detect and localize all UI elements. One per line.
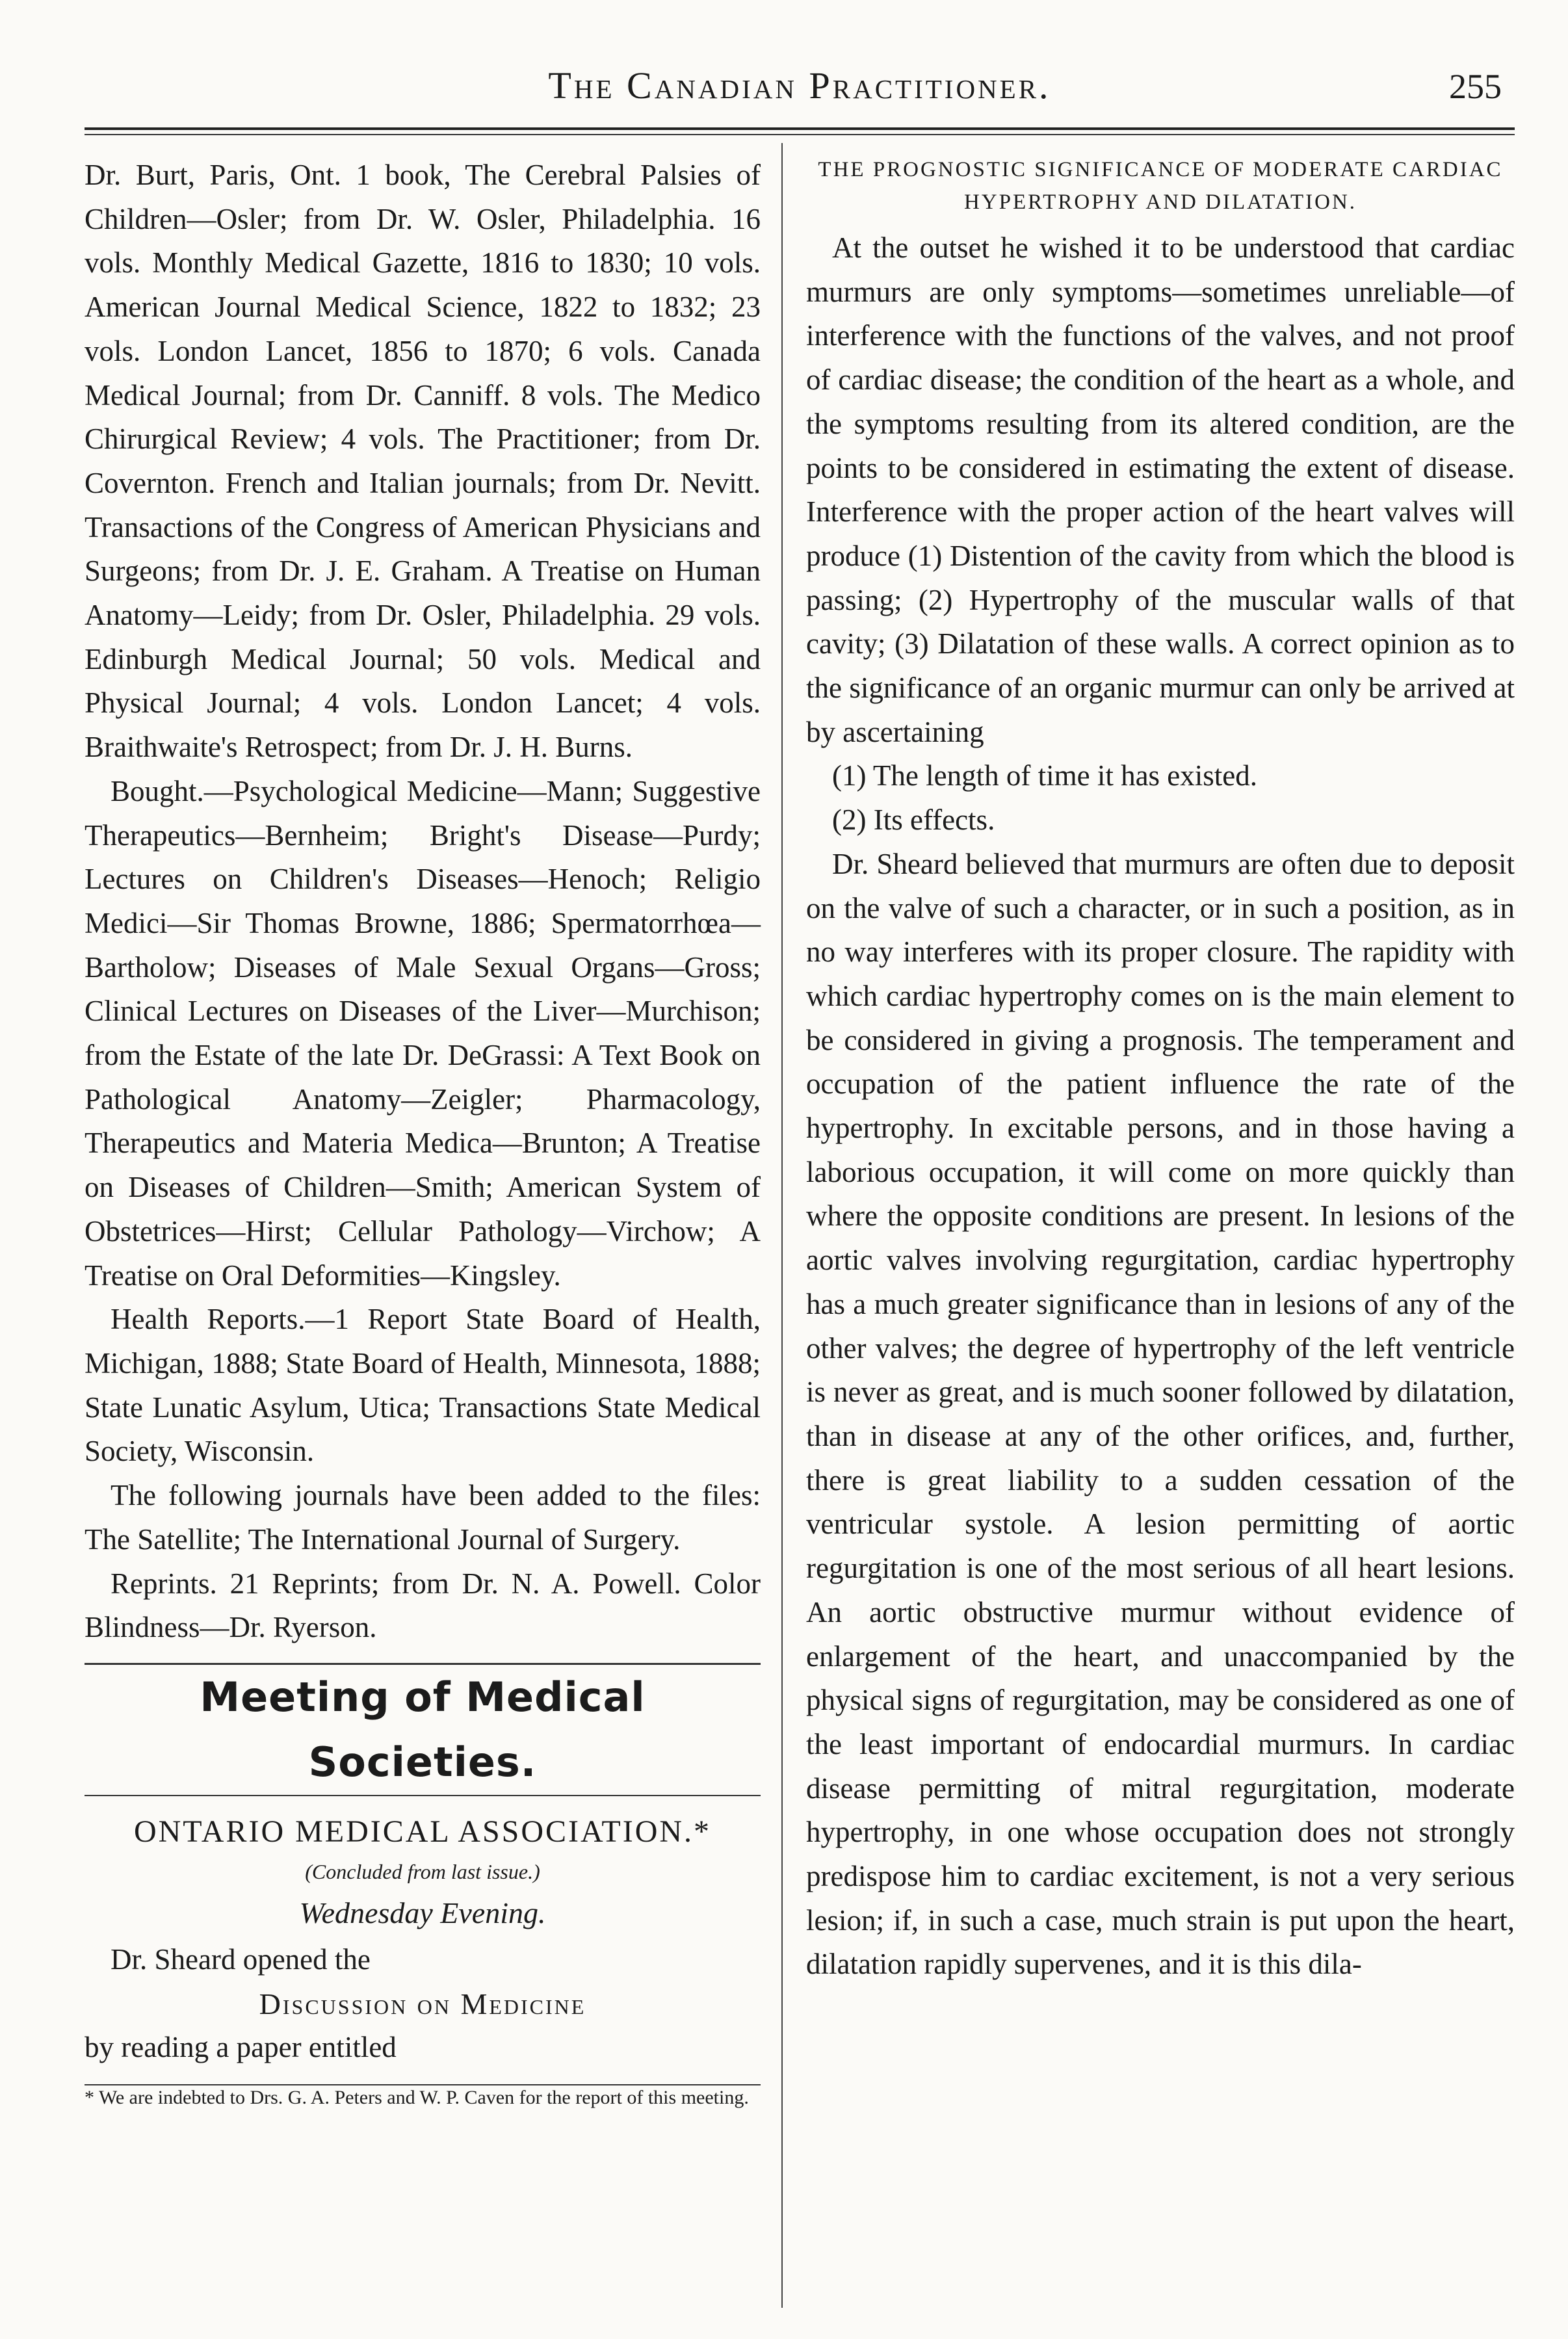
right-column <box>806 153 1515 1987</box>
reading-line: by reading a paper entitled <box>85 2031 397 2064</box>
reprints-paragraph: Reprints. 21 Reprints; from Dr. N. A. Powell. Color Blindness—Dr. Ryerson. <box>85 1567 761 1644</box>
left-column <box>85 153 761 2110</box>
section-title: Meeting of Medical Societies. <box>85 1663 761 1796</box>
column-divider <box>781 143 783 2308</box>
list-item: (2) Its effects. <box>832 804 995 837</box>
concluded-note: (Concluded from last issue.) <box>305 1859 540 1883</box>
list-item: (1) The length of time it has existed. <box>832 759 1258 792</box>
donations-paragraph: Dr. Burt, Paris, Ont. 1 book, The Cerebral Palsies of Children—Osler; from Dr. W. Osler, Philadelphia. 16 vols. Monthly Medical Gazette, 1816 to 1830; 10 vols. American Journal Medical Science, 1822 to 1832; 23 vols. London Lancet, 1856 to 1870; 6 vols. Canada Medical Journal; from Dr. Canniff. 8 vols. The Medico Chirurgical Review; 4 vols. The Practitioner; from Dr. Covernton. French and Italian journals; from Dr. Nevitt. Transactions of the Congress of American Physicians and Surgeons; from Dr. J. E. Graham. A Treatise on Human Anatomy—Leidy; from Dr. Osler, Philadelphia. 29 vols. Edinburgh Medical Journal; 50 vols. Medical and Physical Journal; 4 vols. London Lancet; 4 vols. Braithwaite's Retrospect; from Dr. J. H. Burns. <box>85 159 761 764</box>
opening-line: Dr. Sheard opened the <box>111 1942 371 1976</box>
health-reports-paragraph: Health Reports.—1 Report State Board of Health, Michigan, 1888; State Board of Health, Minnesota, 1888; State Lunatic Asylum, Utica; Transactions State Medical Society, Wisconsin. <box>85 1303 761 1468</box>
article-paragraph-1: At the outset he wished it to be understood that cardiac murmurs are only symptoms—sometimes unreliable—of interference with the functions of the valves, and not proof of cardiac disease; the condition of the heart as a whole, and the symptoms resulting from its altered condition, are the points to be considered in estimating the extent of disease. Interference with the proper action of the heart valves will produce (1) Distention of the cavity from which the blood is passing; (2) Hypertrophy of the muscular walls of that cavity; (3) Dilatation of these walls. A correct opinion as to the significance of an organic murmur can only be arrived at by ascertaining <box>806 231 1515 748</box>
article-paragraph-2: Dr. Sheard believed that murmurs are often due to deposit on the valve of such a character, or in such a position, as in no way interferes with its proper closure. The rapidity with which cardiac hypertrophy comes on is the main element to be considered in giving a prognosis. The temperament and occupation of the patient influence the rate of the hypertrophy. In excitable persons, and in those having a laborious occupation, it will come on more quickly than where the opposite conditions are present. In lesions of the aortic valves involving regurgitation, cardiac hypertrophy has a much greater significance than in lesions of any of the other valves; the degree of hypertrophy of the left ventricle is never as great, and is much sooner followed by dilatation, than in disease at any of the other orifices, and, further, there is great liability to a sudden cessation of the ventricular systole. A lesion permitting of aortic regurgitation is one of the most serious of all heart lesions. An aortic obstructive murmur without evidence of enlargement of the heart, and unaccompanied by the physical signs of regurgitation, may be considered as one of the least important of endocardial murmurs. In cardiac disease permitting of mitral regurgitation, moderate hypertrophy, in one whose occupation does not strongly predispose him to cardiac excitement, is not a very serious lesion; if, in such a case, much strain is put upon the heart, dilatation rapidly supervenes, and it is this dila- <box>806 847 1515 1981</box>
society-title: ONTARIO MEDICAL ASSOCIATION.* <box>133 1814 712 1849</box>
page-number: 255 <box>1449 67 1502 106</box>
bought-paragraph: Bought.—Psychological Medicine—Mann; Suggestive Therapeutics—Bernheim; Bright's Disease—Purdy; Lectures on Children's Diseases—Henoch; Religio Medici—Sir Thomas Browne, 1886; Spermatorrhœa—Bartholow; Diseases of Male Sexual Organs—Gross; Clinical Lectures on Diseases of the Liver—Murchison; from the Estate of the late Dr. DeGrassi: A Text Book on Pathological Anatomy—Zeigler; Pharmacology, Therapeutics and Materia Medica—Brunton; A Treatise on Diseases of Children—Smith; American System of Obstetrices—Hirst; Cellular Pathology—Virchow; A Treatise on Oral Deformities—Kingsley. <box>85 774 761 1292</box>
article-heading: THE PROGNOSTIC SIGNIFICANCE OF MODERATE CARDIAC HYPERTROPHY AND DILATATION. <box>818 158 1503 214</box>
page-header <box>85 57 1515 129</box>
running-title: The Canadian Practitioner. <box>548 64 1051 107</box>
session-title: Wednesday Evening. <box>299 1896 546 1929</box>
footnote: * We are indebted to Drs. G. A. Peters and W. P. Caven for the report of this meeting. <box>85 2087 749 2109</box>
discussion-heading: Discussion on Medicine <box>259 1987 586 2020</box>
header-rule-thin <box>85 134 1515 135</box>
header-rule <box>85 127 1515 130</box>
journals-paragraph: The following journals have been added to the files: The Satellite; The International Journal of Surgery. <box>85 1479 761 1556</box>
